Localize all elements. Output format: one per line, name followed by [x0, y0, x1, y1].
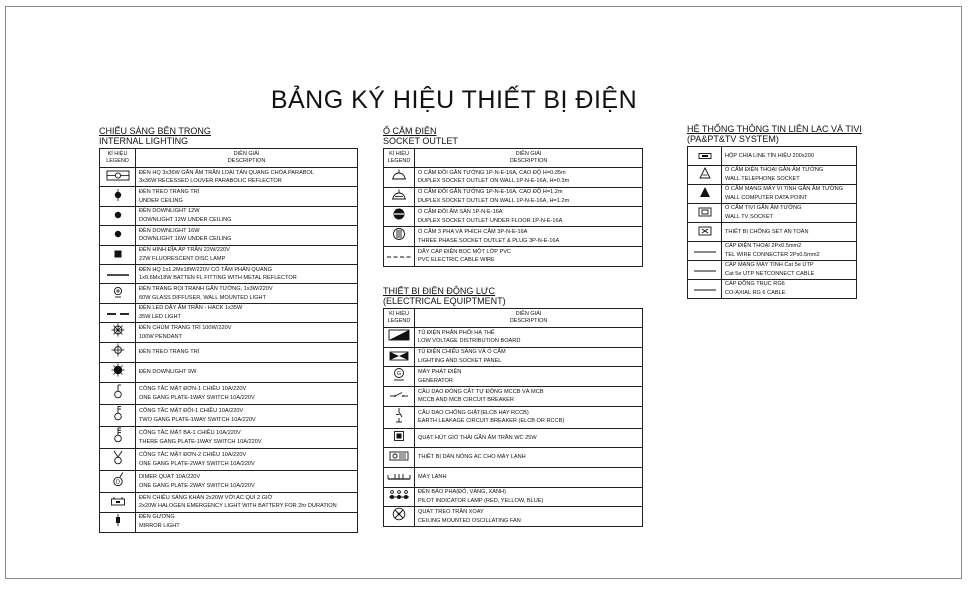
description-en: 3x36W RECESSED LOUVER PARABOLIC REFLECTOR: [139, 178, 282, 185]
legend-description-cell: [136, 284, 358, 303]
description-vi: MÁY LẠNH: [418, 473, 447, 480]
legend-header-vi: KÍ HIỆU: [107, 151, 128, 157]
socket-legend-table: [383, 148, 643, 267]
legend-symbol-cell: [384, 207, 415, 227]
description-vi: ĐÈN CHIẾU SÁNG KHẨN 2x20W VỚI AC QUI 2 GIỜ: [139, 494, 273, 501]
legend-description-cell: [722, 280, 857, 299]
telecom-section: [687, 124, 862, 299]
legend-row: [100, 405, 358, 427]
dimmer-icon: [111, 471, 125, 487]
decor-hanging-light-icon: [111, 343, 125, 357]
legend-description-cell: [415, 467, 643, 487]
legend-symbol-cell: [688, 261, 722, 280]
socket-section: [383, 126, 643, 267]
legend-description-cell: [415, 367, 643, 387]
description-header-vi: DIỄN GIẢI: [233, 151, 260, 157]
description-vi: CÔNG TẮC MẶT ĐƠN-1 CHIỀU 10A/220V: [139, 386, 247, 393]
description-en: CO-AXIAL RG 6 CABLE: [725, 290, 786, 296]
legend-row: [384, 227, 643, 247]
ac-condenser-icon: [389, 450, 409, 462]
legend-description-cell: [136, 512, 358, 532]
legend-header-row: [100, 149, 358, 168]
description-vi: ĐÈN DOWNLIGHT 12W: [139, 208, 200, 215]
legend-description-cell: [415, 247, 643, 267]
legend-header-row: [384, 149, 643, 168]
description-en: PVC ELECTRIC CABLE WIRE: [418, 257, 495, 264]
description-en: GENERATOR: [418, 377, 453, 384]
legend-description-cell: [136, 206, 358, 225]
legend-description-cell: [415, 406, 643, 428]
svg-text:D: D: [115, 479, 120, 486]
wall-duplex-socket-icon: [391, 169, 407, 181]
lighting-panel-icon: [389, 351, 409, 361]
legend-row: [384, 367, 643, 387]
description-header-en: DESCRIPTION: [227, 158, 266, 164]
lighting-title: [99, 126, 358, 146]
description-en: MCCB AND MCB CIRCUIT BREAKER: [418, 397, 514, 404]
legend-symbol-cell: [688, 242, 722, 261]
legend-row: [688, 147, 857, 166]
legend-row: [384, 168, 643, 188]
description-vi: ĐÈN CHÙM TRANG TRÍ 100W/220V: [139, 325, 232, 332]
legend-symbol-cell: [384, 347, 415, 367]
legend-description-cell: [722, 147, 857, 166]
distribution-board-icon: [388, 329, 410, 341]
downlight-9w-icon: [111, 363, 125, 377]
description-vi: ĐÈN HQ 1x1.2Mx18W/220V CÓ TẤM PHẢN QUANG: [139, 266, 272, 273]
legend-description-cell: [136, 245, 358, 264]
legend-row: [384, 187, 643, 207]
telecom-title-en: (PA&PT&TV SYSTEM): [687, 134, 779, 144]
description-vi: Ổ CẮM ĐÔI ÂM SÀN 1P-N-E-16A: [418, 209, 503, 216]
description-vi: CẦU DAO ĐÓNG CẮT TỰ ĐỘNG MCCB VÀ MCB: [418, 388, 544, 395]
legend-symbol-cell: [688, 280, 722, 299]
legend-description-cell: [415, 168, 643, 188]
exhaust-fan-icon: [393, 430, 405, 442]
legend-symbol-cell: [100, 405, 136, 427]
legend-symbol-cell: [100, 343, 136, 363]
description-en: MIRROR LIGHT: [139, 523, 180, 530]
legend-header-cell: [384, 309, 415, 328]
legend-description-cell: [722, 261, 857, 280]
description-en: TWO GANG PLATE-1WAY SWITCH 10A/220V: [139, 416, 256, 423]
legend-row: [384, 487, 643, 507]
batten-light-icon: [106, 272, 130, 278]
description-vi: QUẠT TREO TRẦN XOAY: [418, 509, 484, 516]
description-en: DUPLEX SOCKET OUTLET ON WALL 1P-N-E-16A, H=0.3m: [418, 178, 570, 185]
legend-row: [100, 284, 358, 303]
circuit-breaker-icon: [389, 390, 409, 400]
legend-description-cell: [136, 363, 358, 383]
description-vi: CÁP ĐIỆN THOẠI 2Px0.5mm2: [725, 243, 802, 250]
description-header-vi: DIỄN GIẢI: [515, 151, 542, 157]
legend-symbol-cell: [688, 147, 722, 166]
emergency-light-icon: [110, 496, 126, 506]
description-en: LIGHTING AND SOCKET PANEL: [418, 357, 502, 364]
equipment-title-en: (ELECTRICAL EQUIPTMENT): [383, 296, 506, 306]
legend-symbol-cell: [384, 448, 415, 468]
description-vi: ĐÈN DOWNLIGHT 9W: [139, 369, 197, 376]
legend-row: [688, 185, 857, 204]
legend-symbol-cell: [688, 166, 722, 185]
description-en: UNDER CEILING: [139, 197, 183, 204]
legend-description-cell: [136, 187, 358, 206]
legend-description-cell: [136, 303, 358, 322]
legend-symbol-cell: [100, 245, 136, 264]
legend-symbol-cell: [384, 367, 415, 387]
legend-symbol-cell: [384, 168, 415, 188]
telecom-title: [687, 124, 862, 144]
legend-description-cell: [722, 185, 857, 204]
description-en: PILOT INDICATOR LAMP (RED, YELLOW, BLUE): [418, 497, 544, 504]
description-en: WALL COMPUTER DATA POINT: [725, 195, 808, 201]
legend-description-cell: [415, 428, 643, 448]
legend-symbol-cell: [384, 187, 415, 207]
legend-row: [688, 242, 857, 261]
network-cable-icon: [693, 268, 717, 274]
legend-symbol-cell: [100, 168, 136, 187]
description-header-en: DESCRIPTION: [509, 158, 548, 164]
coaxial-cable-icon: [693, 287, 717, 293]
description-vi: THIẾT BỊ DÀN NÓNG AC CHO MÁY LẠNH: [418, 454, 526, 461]
downlight-12w-icon: [113, 210, 123, 220]
description-en: 1x0.6Mx18W BATTEN FL FITTING WITH METAL REFLECTOR: [139, 275, 297, 282]
description-vi: ĐÈN BÁO PHA(ĐỎ, VÀNG, XANH): [418, 489, 506, 496]
description-en: DUPLEX SOCKET OUTLET ON WALL 1P-N-E-16A, H=1.2m: [418, 197, 570, 204]
description-en: THERE GANG PLATE-1WAY SWITCH 10A/220V: [139, 438, 262, 445]
description-vi: CÁP ĐỒNG TRỤC RG6: [725, 281, 785, 288]
legend-symbol-cell: [688, 204, 722, 223]
legend-symbol-cell: [100, 493, 136, 512]
disc-lamp-icon: [113, 249, 123, 259]
surge-protector-icon: [698, 226, 712, 236]
description-header-cell: [415, 149, 643, 168]
data-socket-icon: [699, 186, 711, 198]
description-vi: CẦU DAO CHỐNG GIẬT(ELCB HAY RCCB): [418, 409, 529, 416]
description-vi: Ổ CẮM ĐIỆN THOẠI GẮN ÂM TƯỜNG: [725, 167, 824, 174]
generator-icon: [391, 367, 407, 381]
legend-row: [384, 328, 643, 348]
legend-row: [100, 449, 358, 471]
description-vi: CÔNG TẮC MẶT ĐƠN-2 CHIỀU 10A/220V: [139, 452, 247, 459]
description-vi: ĐÈN LED DÂY ÂM TRẦN - HACK 1x35W: [139, 305, 243, 312]
legend-row: [100, 471, 358, 493]
legend-row: [384, 428, 643, 448]
wall-duplex-socket-high-icon: [391, 189, 407, 201]
description-en: DOWNLIGHT 12W UNDER CEILING: [139, 216, 232, 223]
description-en: WALL TELEPHONE SOCKET: [725, 176, 800, 182]
svg-text:G: G: [396, 371, 402, 378]
signal-box-icon: [698, 152, 712, 160]
legend-symbol-cell: [384, 387, 415, 407]
legend-description-cell: [415, 448, 643, 468]
description-en: TEL WIRE CONNECTER 2Px0.5mm2: [725, 252, 820, 258]
legend-row: [100, 383, 358, 405]
legend-row: [384, 247, 643, 267]
legend-row: [100, 493, 358, 512]
description-vi: MÁY PHÁT ĐIỆN: [418, 369, 462, 376]
earth-leakage-breaker-icon: [393, 407, 405, 423]
legend-row: [100, 264, 358, 283]
legend-symbol-cell: [688, 223, 722, 242]
tv-socket-icon: [698, 207, 712, 217]
description-en: LOW VOLTAGE DISTRIBUTION BOARD: [418, 338, 521, 345]
legend-description-cell: [136, 405, 358, 427]
legend-header-cell: [100, 149, 136, 168]
socket-title-en: SOCKET OUTLET: [383, 136, 458, 146]
legend-description-cell: [722, 223, 857, 242]
legend-description-cell: [136, 449, 358, 471]
description-en: EARTH LEAKAGE CIRCUIT BREAKER (ELCB OR RCCB): [418, 418, 565, 425]
description-vi: DÂY CÁP ĐIỆN BỌC MỘT LỚP PVC: [418, 248, 511, 255]
socket-title: [383, 126, 643, 146]
legend-symbol-cell: [100, 303, 136, 322]
description-vi: Ổ CẮM MẠNG MÁY VI TÍNH GẮN ÂM TƯỜNG: [725, 186, 844, 193]
legend-description-cell: [722, 242, 857, 261]
legend-symbol-cell: [100, 383, 136, 405]
legend-description-cell: [415, 487, 643, 507]
legend-row: [100, 303, 358, 322]
legend-description-cell: [722, 204, 857, 223]
description-vi: CÔNG TẮC MẶT BA-1 CHIỀU 10A/220V: [139, 430, 241, 437]
legend-description-cell: [136, 264, 358, 283]
legend-description-cell: [415, 387, 643, 407]
legend-description-cell: [136, 493, 358, 512]
telecom-legend-table: [687, 146, 857, 299]
description-en: 100W PENDANT: [139, 333, 182, 340]
legend-symbol-cell: [100, 427, 136, 449]
legend-symbol-cell: [384, 428, 415, 448]
legend-row: [100, 427, 358, 449]
switch-3gang-1way-icon: [112, 427, 124, 443]
legend-row: [688, 223, 857, 242]
legend-row: [384, 387, 643, 407]
equipment-title-vi: THIẾT BỊ ĐIỆN ĐỘNG LỰC: [383, 286, 496, 296]
legend-symbol-cell: [100, 264, 136, 283]
ceiling-light-icon: [112, 189, 124, 201]
description-vi: ĐÈN GƯƠNG: [139, 514, 175, 521]
air-conditioner-icon: [387, 471, 411, 481]
legend-symbol-cell: [100, 187, 136, 206]
description-vi: QUẠT HÚT GIÓ THẢI GẮN ÂM TRẦN WC 25W: [418, 434, 537, 441]
legend-row: [688, 166, 857, 185]
switch-2gang-1way-icon: [112, 405, 124, 421]
legend-row: [100, 343, 358, 363]
mirror-light-icon: [113, 513, 123, 527]
legend-symbol-cell: [688, 185, 722, 204]
legend-description-cell: [722, 166, 857, 185]
legend-row: [688, 261, 857, 280]
legend-row: [384, 207, 643, 227]
description-en: WALL TV SOCKET: [725, 214, 773, 220]
description-vi: ĐÈN TRANG RỌI TRANH GẮN TƯỜNG, 1x3W/220V: [139, 285, 273, 292]
legend-description-cell: [136, 323, 358, 343]
legend-symbol-cell: [384, 328, 415, 348]
parabol-louver-light-icon: [106, 170, 130, 181]
description-en: ONE GANG PLATE-2WAY SWITCH 10A/220V: [139, 460, 255, 467]
equipment-legend-table: [383, 308, 643, 527]
lighting-legend-table: [99, 148, 358, 533]
description-vi: ĐÈN HQ 3x36W GẮN ÂM TRẦN LOẠI TẢN QUANG CHÓA PARABOL: [139, 169, 314, 176]
description-header-cell: [415, 309, 643, 328]
legend-description-cell: [415, 187, 643, 207]
legend-row: [100, 245, 358, 264]
legend-description-cell: [136, 168, 358, 187]
description-en: ONE GANG PLATE-1WAY SWITCH 10A/220V: [139, 394, 255, 401]
three-phase-socket-icon: [392, 227, 406, 241]
legend-symbol-cell: [100, 471, 136, 493]
legend-row: [100, 187, 358, 206]
page-title: BẢNG KÝ HIỆU THIẾT BỊ ĐIỆN: [270, 86, 638, 114]
description-vi: ĐÈN HÌNH ĐĨA ÁP TRẦN 22W/220V: [139, 247, 230, 254]
legend-header-cell: [384, 149, 415, 168]
legend-header-row: [384, 309, 643, 328]
equipment-title: [383, 286, 643, 306]
legend-symbol-cell: [100, 323, 136, 343]
downlight-16w-icon: [113, 229, 123, 239]
legend-symbol-cell: [100, 226, 136, 245]
legend-row: [100, 226, 358, 245]
description-en: 60W GLASS DIFFUSER, WALL MOUNTED LIGHT: [139, 294, 267, 301]
description-vi: TỦ ĐIỆN CHIẾU SÁNG VÀ Ổ CẮM: [418, 349, 506, 356]
wall-light-icon: [112, 286, 124, 298]
description-vi: Ổ CẮM 3 PHA VÀ PHÍCH CẮM 3P-N-E-16A: [418, 229, 528, 236]
lighting-title-en: INTERNAL LIGHTING: [99, 136, 189, 146]
description-en: Cat 5e UTP NETCONNECT CABLE: [725, 271, 815, 277]
legend-header-vi: KÍ HIỆU: [389, 151, 409, 157]
legend-description-cell: [136, 226, 358, 245]
legend-symbol-cell: [100, 363, 136, 383]
legend-symbol-cell: [384, 507, 415, 527]
equipment-section: [383, 286, 643, 527]
description-en: 2x20W HALOGEN EMERGENCY LIGHT WITH BATTERY FOR 2hr DURATION: [139, 503, 337, 510]
legend-symbol-cell: [384, 227, 415, 247]
lighting-section: [99, 126, 358, 533]
legend-description-cell: [415, 347, 643, 367]
legend-row: [688, 204, 857, 223]
legend-row: [688, 280, 857, 299]
switch-1gang-1way-icon: [112, 383, 124, 399]
legend-description-cell: [136, 471, 358, 493]
legend-row: [384, 347, 643, 367]
legend-row: [384, 507, 643, 527]
description-vi: ĐÈN TREO TRANG TRÍ: [139, 349, 200, 356]
legend-row: [100, 323, 358, 343]
legend-row: [100, 206, 358, 225]
legend-row: [100, 363, 358, 383]
legend-header-en: LEGEND: [387, 318, 411, 324]
description-en: 35W LED LIGHT: [139, 313, 181, 320]
pvc-cable-icon: [386, 254, 412, 260]
pendant-light-icon: [111, 323, 125, 337]
lighting-title-vi: CHIẾU SÁNG BÊN TRONG: [99, 126, 211, 136]
legend-description-cell: [415, 507, 643, 527]
description-vi: Ổ CẮM ĐÔI GẮN TƯỜNG 1P-N-E-16A, CAO ĐỘ H=1.2m: [418, 189, 563, 196]
telecom-title-vi: HỆ THỐNG THÔNG TIN LIÊN LẠC VÀ TIVI: [687, 124, 862, 134]
description-vi: CÁP MẠNG MÁY TÍNH Cat 5e UTP: [725, 262, 814, 269]
legend-symbol-cell: [384, 247, 415, 267]
socket-title-vi: Ổ CẮM ĐIỆN: [383, 126, 437, 136]
telephone-wire-icon: [693, 249, 717, 255]
description-en: CEILING MOUNTED OSCILLATING FAN: [418, 517, 521, 524]
legend-row: [384, 406, 643, 428]
description-vi: HỘP CHIA LINE TÍN HIỆU 200x200: [725, 152, 815, 159]
description-en: ONE GANG PLATE-2WAY SWITCH 10A/220V: [139, 482, 255, 489]
description-vi: TỦ ĐIỆN PHÂN PHỐI HẠ THẾ: [418, 329, 495, 336]
legend-description-cell: [136, 427, 358, 449]
switch-1gang-2way-icon: [111, 449, 125, 465]
led-strip-icon: [106, 311, 130, 317]
floor-socket-icon: [392, 207, 406, 221]
legend-symbol-cell: [100, 449, 136, 471]
description-vi: CÔNG TẮC MẶT ĐÔI-1 CHIỀU 10A/220V: [139, 408, 244, 415]
legend-symbol-cell: [100, 284, 136, 303]
description-vi: Ổ CẮM ĐÔI GẮN TƯỜNG 1P-N-E-16A, CAO ĐỘ H=0.35m: [418, 169, 566, 176]
legend-row: [100, 512, 358, 532]
legend-symbol-cell: [384, 487, 415, 507]
legend-symbol-cell: [384, 406, 415, 428]
description-header-cell: [136, 149, 358, 168]
description-vi: ĐÈN DOWNLIGHT 16W: [139, 227, 200, 234]
description-vi: THIẾT BỊ CHỐNG SÉT AN TOÀN: [725, 228, 809, 235]
legend-row: [100, 168, 358, 187]
legend-symbol-cell: [100, 512, 136, 532]
telephone-socket-icon: [699, 167, 711, 179]
description-header-en: DESCRIPTION: [509, 318, 548, 324]
legend-header-vi: KÍ HIỆU: [389, 311, 409, 317]
legend-symbol-cell: [100, 206, 136, 225]
description-en: DOWNLIGHT 16W UNDER CEILING: [139, 236, 232, 243]
description-en: DUPLEX SOCKET OUTLET UNDER FLOOR 1P-N-E-16A: [418, 217, 563, 224]
description-en: THREE PHASE SOCKET OUTLET & PLUG 3P-N-E-16A: [418, 237, 560, 244]
legend-description-cell: [136, 383, 358, 405]
legend-row: [384, 467, 643, 487]
legend-header-en: LEGEND: [106, 158, 129, 164]
description-header-vi: DIỄN GIẢI: [515, 311, 542, 317]
description-en: 22W FLUORESCENT DISC LAMP: [139, 255, 226, 262]
pilot-lamp-icon: [387, 489, 411, 501]
legend-row: [384, 448, 643, 468]
legend-description-cell: [415, 328, 643, 348]
legend-description-cell: [415, 207, 643, 227]
ceiling-fan-icon: [392, 507, 406, 521]
legend-description-cell: [415, 227, 643, 247]
description-vi: DIMER QUẠT 10A/220V: [139, 474, 201, 481]
legend-symbol-cell: [384, 467, 415, 487]
legend-description-cell: [136, 343, 358, 363]
description-vi: ĐÈN TREO TRANG TRÍ: [139, 188, 200, 195]
legend-header-en: LEGEND: [387, 158, 411, 164]
description-vi: Ổ CẮM TIVI GẮN ÂM TƯỜNG: [725, 205, 802, 212]
